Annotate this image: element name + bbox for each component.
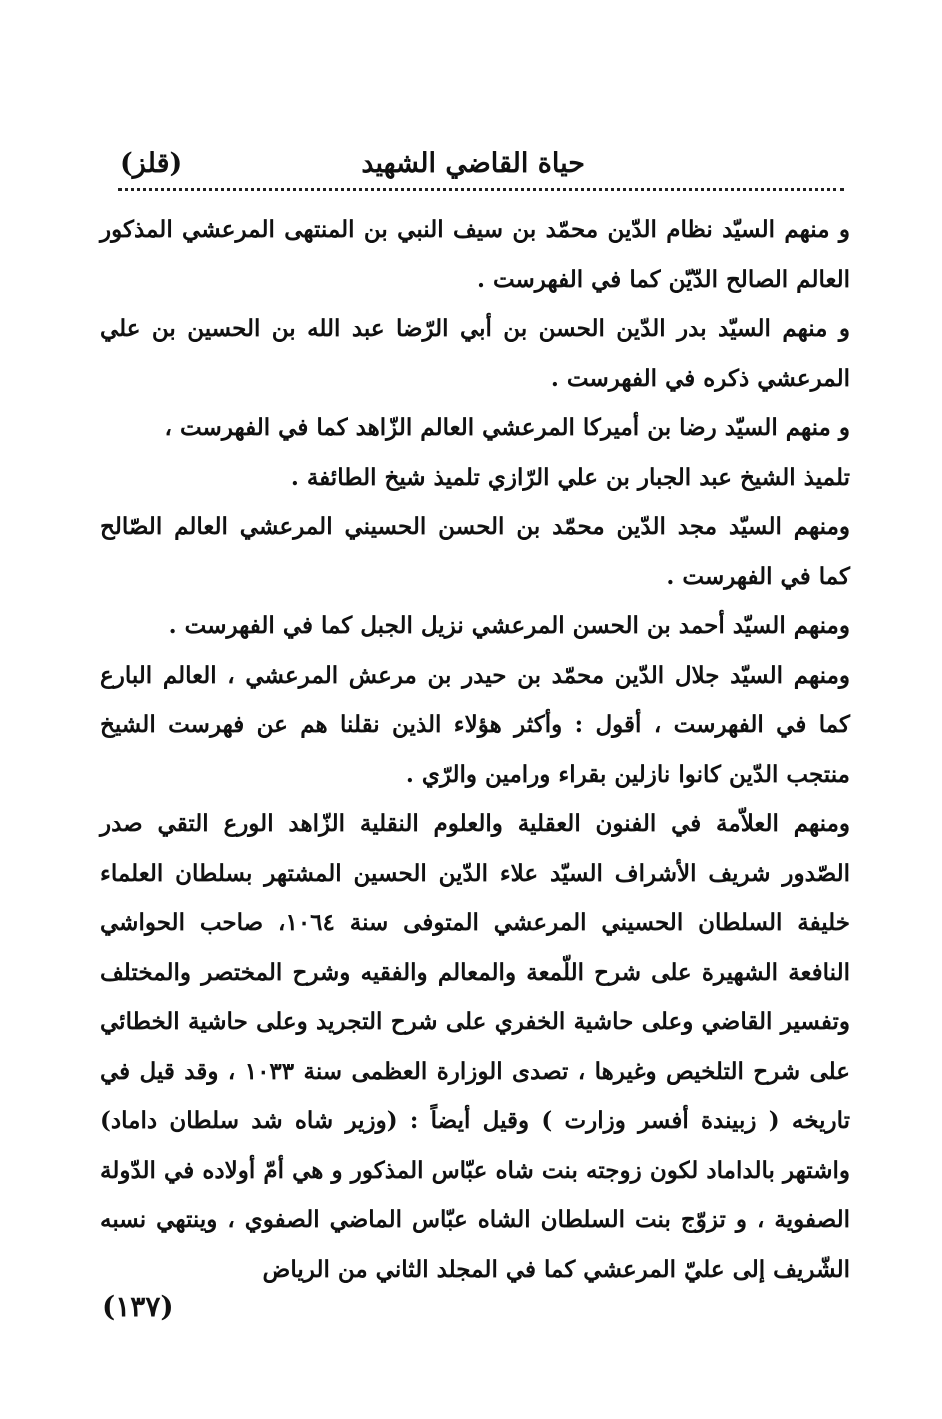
running-header — [100, 148, 845, 188]
paragraph-ahmad-ibn-al-hasan: ومنهم السيّد أحمد بن الحسن المرعشي نزيل الجبل كما في الفهرست . — [168, 612, 850, 639]
header-page-label: (قلز) — [120, 148, 183, 179]
page-title: حياة القاضي الشهيد — [361, 148, 585, 179]
paragraph-nizam-al-din: و منهم السيّد نظام الدّين محمّد بن سيف النبي بن المنتهى المرعشي المذكور العالم الصالح الدّيّن كما في الفهرست . — [100, 216, 850, 293]
paragraph-majd-al-din: ومنهم السيّد مجد الدّين محمّد بن الحسن الحسيني المرعشي العالم الصّالح كما في الفهرست . — [100, 513, 850, 590]
paragraph-sultan-al-ulama: ومنهم العلاّمة في الفنون العقلية والعلوم النقلية الزّاهد الورع التقي صدر الصّدور شريف الأشراف السيّد علاء الدّين الحسين المشتهر بسلطان العلماء خليفة السلطان الحسيني المرعشي المتوفى سنة ١٠٦٤، صاحب الحواشي النافعة الشهيرة على شرح اللّمعة والمعالم والفقيه وشرح المختصر والمختلف وتفسير القاضي وعلى حاشية الخفري على شرح التجريد وعلى حاشية الخطائي على شرح التلخيص وغيرها ، تصدى الوزارة العظمى سنة ١٠٣٣ ، وقد قيل في تاريخه ( زبيندة أفسر وزارت ) وقيل أيضاً : (وزير شاه شد سلطان داماد) واشتهر بالداماد لكون زوجته بنت شاه عبّاس المذكور و هي أمّ أولاده في الدّولة الصفوية ، و تزوّج بنت السلطان الشاه عبّاس الماضي الصفوي ، وينتهي نسبه الشّريف إلى عليّ المرعشي كما في المجلد الثاني من الرياض — [100, 810, 850, 1283]
body-text — [100, 205, 850, 1294]
paragraph-jalal-al-din: ومنهم السيّد جلال الدّين محمّد بن حيدر بن مرعش المرعشي ، العالم البارع كما في الفهرست ، أقول : وأكثر هؤلاء الذين نقلنا هم عن فهرست الشيخ منتجب الدّين كانوا نازلين بقراء ورامين والرّي . — [100, 661, 850, 788]
paragraph-badr-al-din: و منهم السيّد بدر الدّين الحسن بن أبي الرّضا عبد الله بن الحسين بن علي المرعشي ذكره في الفهرست . — [100, 315, 850, 392]
page-number: (١٣٧) — [102, 1290, 174, 1323]
paragraph-rida: و منهم السيّد رضا بن أميركا المرعشي العالم الزّاهد كما في الفهرست ، — [164, 414, 850, 441]
header-dotted-rule — [118, 188, 844, 191]
paragraph-student-of-abd-al-jabbar: تلميذ الشيخ عبد الجبار بن علي الرّازي تلميذ شيخ الطائفة . — [290, 463, 850, 491]
